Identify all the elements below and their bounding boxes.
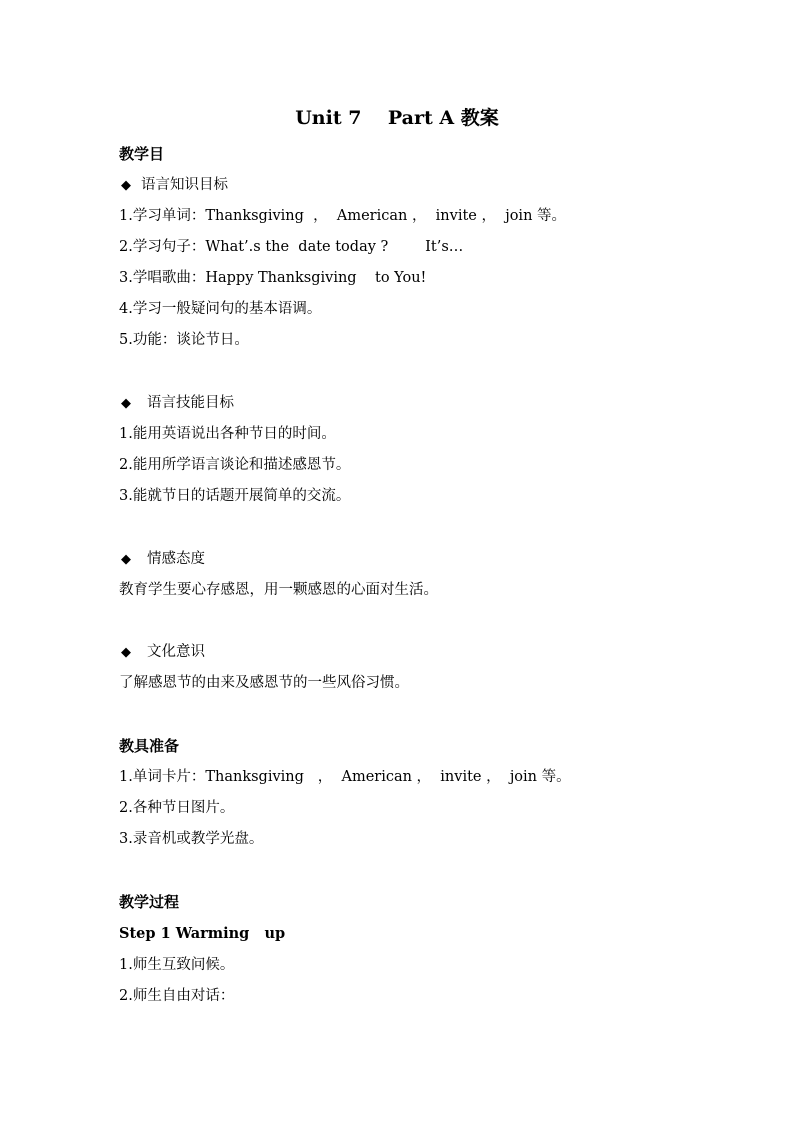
- step-heading: Step 1 Warming up: [119, 925, 286, 942]
- list-item: 1.单词卡片：Thanksgiving ， American ， invite ， join 等。: [119, 769, 571, 785]
- process-heading: 教学过程: [119, 893, 180, 911]
- knowledge-objectives-label: ◆ 语言知识目标: [121, 177, 228, 193]
- emotion-text: 教育学生要心存感恩，用一颗感恩的心面对生活。: [119, 582, 438, 598]
- diamond-bullet-icon: ◆: [121, 552, 131, 567]
- culture-label: ◆ 文化意识: [121, 644, 205, 660]
- list-item: 2.各种节日图片。: [119, 800, 235, 816]
- list-item: 5.功能：谈论节日。: [119, 332, 249, 348]
- diamond-bullet-icon: ◆: [121, 396, 131, 411]
- list-item: 3.学唱歌曲：Happy Thanksgiving to You!: [119, 270, 427, 286]
- list-item: 4.学习一般疑问句的基本语调。: [119, 301, 322, 317]
- diamond-bullet-icon: ◆: [121, 178, 131, 193]
- list-item: 1.师生互致问候。: [119, 957, 235, 973]
- list-item: 1.学习单词：Thanksgiving ， American ， invite ， join 等。: [119, 208, 567, 224]
- culture-text: 了解感恩节的由来及感恩节的一些风俗习惯。: [119, 675, 409, 691]
- list-item: 2.能用所学语言谈论和描述感恩节。: [119, 457, 351, 473]
- page-title: Unit 7 Part A 教案: [295, 107, 499, 129]
- list-item: 3.能就节日的话题开展简单的交流。: [119, 488, 351, 504]
- list-item: 1.能用英语说出各种节日的时间。: [119, 426, 336, 442]
- emotion-label: ◆ 情感态度: [121, 551, 205, 567]
- diamond-bullet-icon: ◆: [121, 645, 131, 660]
- list-item: 3.录音机或教学光盘。: [119, 831, 264, 847]
- skills-objectives-label: ◆ 语言技能目标: [121, 395, 234, 411]
- list-item: 2.学习句子：What’.s the date today ? It’s…: [119, 239, 464, 255]
- objectives-heading: 教学目: [119, 145, 165, 163]
- list-item: 2.师生自由对话：: [119, 988, 235, 1004]
- materials-heading: 教具准备: [119, 737, 180, 755]
